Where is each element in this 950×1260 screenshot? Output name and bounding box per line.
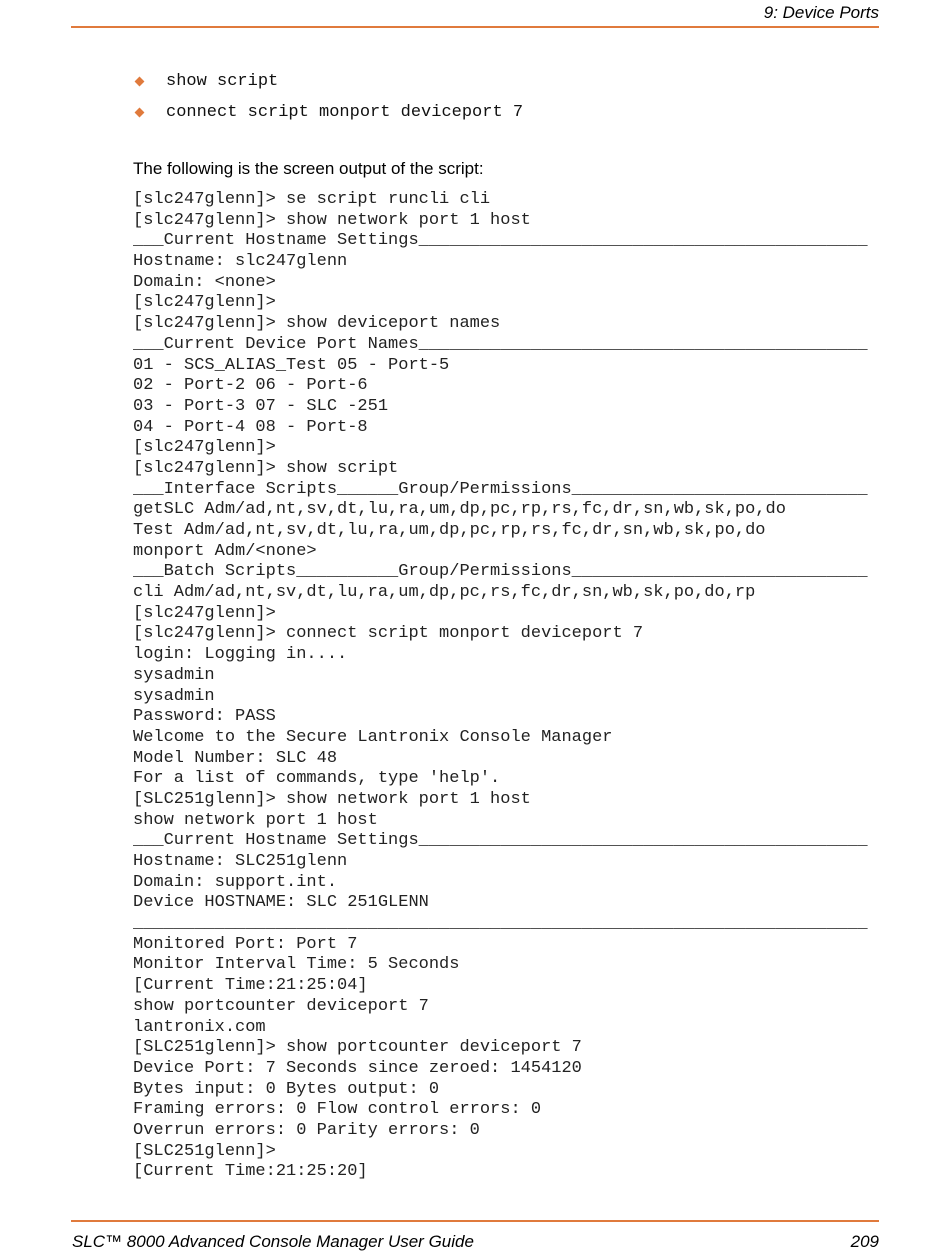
output-line: [slc247glenn]> show network port 1 host [133,210,531,230]
output-line: show network port 1 host [133,810,378,830]
output-line: login: Logging in.... [133,645,348,665]
output-line: [slc247glenn]> show script [133,458,399,478]
output-line: Device HOSTNAME: SLC 251GLENN [133,893,429,913]
output-line: [SLC251glenn]> [133,1141,276,1161]
output-line: Bytes input: 0 Bytes output: 0 [133,1079,440,1099]
output-line: ___Interface Scripts______Group/Permissions_____________________________ [133,479,868,499]
header-rule [71,26,879,28]
output-line: ___Current Hostname Settings____________________________________________ [133,231,868,251]
output-line: sysadmin [133,665,215,685]
output-line: sysadmin [133,686,215,706]
output-line: Domain: support.int. [133,872,338,892]
output-line: [slc247glenn]> connect script monport deviceport 7 [133,624,644,644]
bullet-item [134,97,523,128]
bullet-command: connect script monport deviceport 7 [166,103,524,122]
footer-rule [71,1220,879,1222]
output-line: Domain: <none> [133,272,276,292]
page-number: 209 [850,1232,879,1251]
output-line: [slc247glenn]> [133,438,276,458]
output-line: Hostname: slc247glenn [133,252,348,272]
output-line: Hostname: SLC251glenn [133,852,348,871]
bullet-item [134,66,523,97]
running-header: 9: Device Ports [763,3,879,22]
output-line: Monitored Port: Port 7 [133,934,358,954]
output-line: Password: PASS [133,707,276,727]
output-line: show portcounter deviceport 7 [133,996,429,1016]
output-line: getSLC Adm/ad,nt,sv,dt,lu,ra,um,dp,pc,rp,rs,fc,dr,sn,wb,sk,po,do [133,500,786,520]
diamond-bullet-icon [135,77,145,87]
output-line: [Current Time:21:25:20] [133,1162,368,1182]
output-line: 02 - Port-2 06 - Port-6 [133,376,368,396]
footer-title: SLC™ 8000 Advanced Console Manager User Guide [72,1232,474,1251]
output-line: 01 - SCS_ALIAS_Test 05 - Port-5 [133,355,450,375]
output-line: Monitor Interval Time: 5 Seconds [133,955,460,975]
output-line: ________________________________________________________________________ [133,914,868,934]
output-line: 03 - Port-3 07 - SLC -251 [133,396,389,416]
output-line: Test Adm/ad,nt,sv,dt,lu,ra,um,dp,pc,rp,rs,fc,dr,sn,wb,sk,po,do [133,521,766,540]
output-line: monport Adm/<none> [133,541,317,561]
output-line: [Current Time:21:25:04] [133,976,368,996]
output-line: [slc247glenn]> show deviceport names [133,314,501,334]
command-bullet-list [134,66,523,128]
output-line: cli Adm/ad,nt,sv,dt,lu,ra,um,dp,pc,rs,fc,dr,sn,wb,sk,po,do,rp [133,583,756,603]
output-line: ___Batch Scripts__________Group/Permissions_____________________________ [133,562,868,582]
output-line: Framing errors: 0 Flow control errors: 0 [133,1100,542,1120]
output-line: [SLC251glenn]> show portcounter deviceport 7 [133,1038,582,1058]
diamond-bullet-icon [135,108,145,118]
output-line: Welcome to the Secure Lantronix Console Manager [133,727,613,747]
output-line: lantronix.com [133,1017,266,1037]
output-line: Model Number: SLC 48 [133,748,338,768]
output-line: [SLC251glenn]> show network port 1 host [133,789,531,809]
output-line: For a list of commands, type 'help'. [133,769,501,789]
intro-paragraph: The following is the screen output of the script: [133,159,484,178]
output-line: ___Current Hostname Settings____________________________________________ [133,831,868,851]
output-line: Overrun errors: 0 Parity errors: 0 [133,1120,480,1140]
bullet-command: show script [166,72,279,91]
output-line: [slc247glenn]> se script runcli cli [133,190,491,209]
script-output-block [133,190,879,1183]
output-line: [slc247glenn]> [133,293,276,313]
output-line: Device Port: 7 Seconds since zeroed: 1454120 [133,1058,582,1078]
output-line: [slc247glenn]> [133,603,276,623]
output-line: 04 - Port-4 08 - Port-8 [133,417,368,437]
output-line: ___Current Device Port Names____________________________________________ [133,334,868,354]
